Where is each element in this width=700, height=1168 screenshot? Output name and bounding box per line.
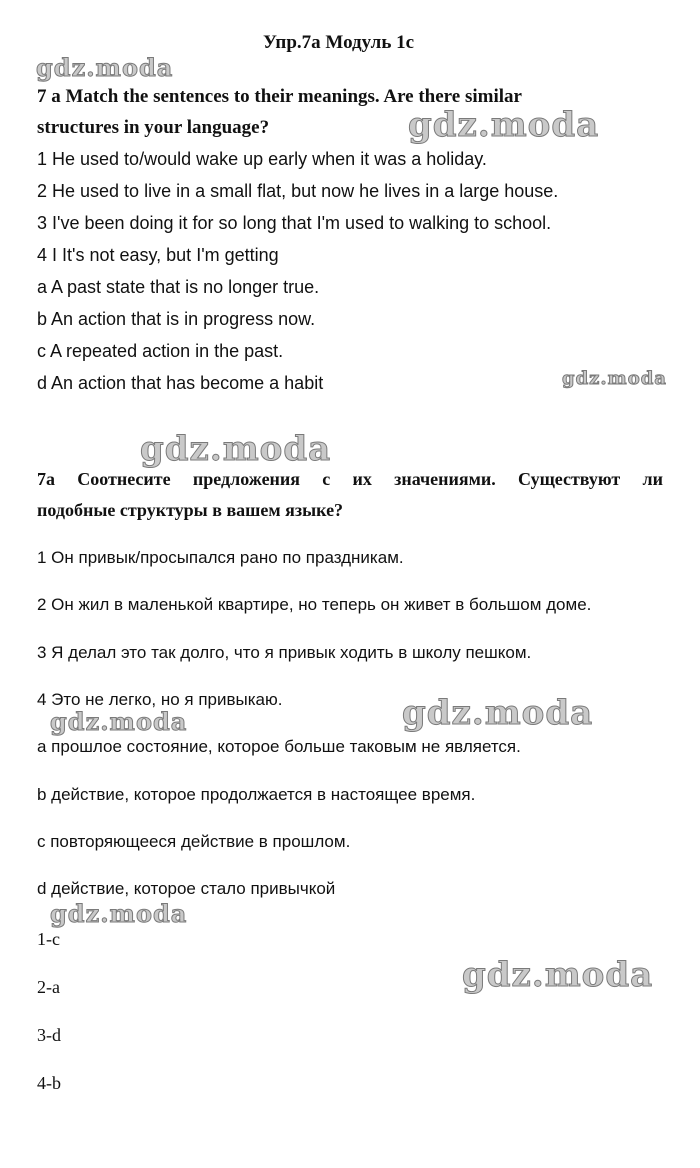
russian-heading-line-1: 7a Соотнесите предложения с их значениями. Существуют ли: [37, 469, 663, 489]
english-heading-line-2: structures in your language?: [37, 117, 270, 138]
russian-meaning-b: b действие, которое продолжается в настоящее время.: [37, 785, 476, 804]
watermark: gdz.moda: [462, 955, 654, 995]
russian-sentence-1: 1 Он привык/просыпался рано по праздникам.: [37, 548, 404, 567]
english-meaning-d: d An action that has become a habit: [37, 373, 324, 393]
english-meaning-c: c A repeated action in the past.: [37, 341, 284, 361]
russian-heading-line-2: подобные структуры в вашем языке?: [37, 500, 344, 520]
russian-meaning-a: а прошлое состояние, которое больше таковым не является.: [37, 737, 521, 756]
russian-sentence-3: 3 Я делал это так долго, что я привык ходить в школу пешком.: [37, 643, 532, 662]
russian-meaning-d: d действие, которое стало привычкой: [37, 879, 336, 898]
russian-sentence-2: 2 Он жил в маленькой квартире, но теперь он живет в большом доме.: [37, 595, 592, 614]
english-heading-line-1: 7 a Match the sentences to their meanings. Are there similar: [37, 86, 522, 107]
watermark: gdz.moda: [140, 429, 332, 469]
page-title: Упр.7а Модуль 1с: [263, 32, 415, 53]
watermark: gdz.moda: [50, 899, 188, 928]
watermark: gdz.moda: [408, 105, 600, 145]
watermark: gdz.moda: [562, 368, 667, 389]
answer-1: 1-c: [37, 929, 60, 949]
russian-meaning-c: с повторяющееся действие в прошлом.: [37, 832, 351, 851]
english-meaning-b: b An action that is in progress now.: [37, 309, 316, 329]
answer-2: 2-a: [37, 977, 60, 997]
english-sentence-1: 1 He used to/would wake up early when it was a holiday.: [37, 149, 487, 169]
english-sentence-2: 2 He used to live in a small flat, but now he lives in a large house.: [37, 181, 559, 201]
answer-4: 4-b: [37, 1073, 61, 1093]
watermark: gdz.moda: [402, 693, 594, 733]
english-meaning-a: a A past state that is no longer true.: [37, 277, 320, 297]
answer-3: 3-d: [37, 1025, 61, 1045]
english-sentence-4: 4 I It's not easy, but I'm getting: [37, 245, 279, 265]
russian-sentence-4: 4 Это не легко, но я привыкаю.: [37, 690, 283, 709]
watermark: gdz.moda: [36, 53, 174, 82]
watermark: gdz.moda: [50, 707, 188, 736]
english-sentence-3: 3 I've been doing it for so long that I'm used to walking to school.: [37, 213, 552, 233]
